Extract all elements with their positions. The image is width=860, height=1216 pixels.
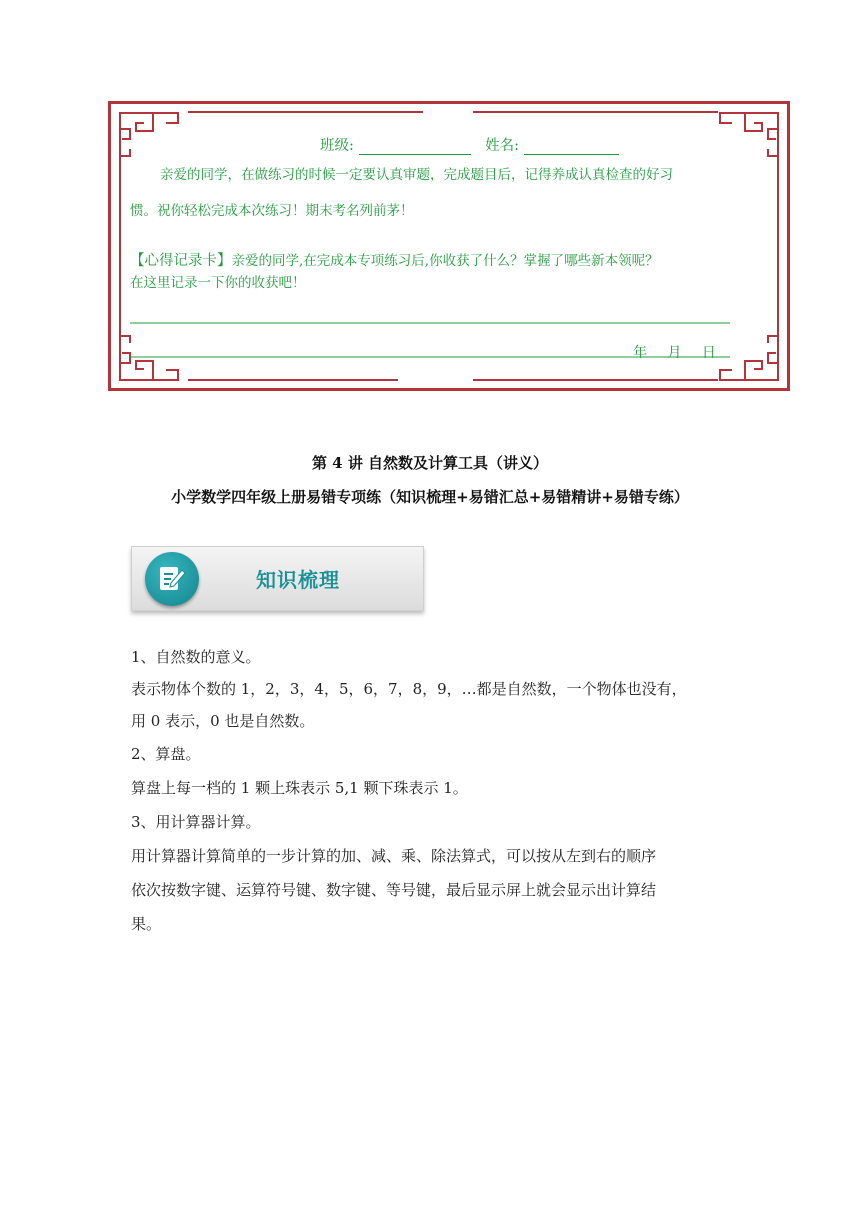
record-text: 亲爱的同学,在完成本专项练习后,你收获了什么？掌握了哪些新本领呢？ (231, 253, 659, 269)
section-banner (131, 546, 424, 611)
name-label: 姓名: (485, 138, 519, 154)
record-title: 【心得记录卡】 (130, 253, 232, 269)
point-3-text-cont: 依次按数字键、运算符号键、数字键、等号键，最后显示屏上就会显示出计算结 (131, 881, 657, 899)
point-1-text: 表示物体个数的 1，2，3，4，5，6，7，8，9，…都是自然数，一个物体也没有， (131, 680, 687, 698)
greeting-line-1: 亲爱的同学，在做练习的时候一定要认真审题，完成题目后，记得养成认真检查的好习 (160, 167, 673, 183)
point-2-heading: 2、算盘。 (131, 745, 201, 763)
lesson-title: 第 4 讲 自然数及计算工具（讲义） (311, 454, 549, 472)
class-name-row (320, 134, 619, 155)
class-label: 班级: (320, 138, 354, 154)
class-field[interactable] (359, 140, 471, 155)
lesson-subtitle: 小学数学四年级上册易错专项练（知识梳理+易错汇总+易错精讲+易错专练） (171, 488, 689, 506)
name-field[interactable] (524, 140, 619, 155)
greeting-line-2: 惯。祝你轻松完成本次练习！期末考名列前茅！ (130, 203, 414, 219)
note-pencil-icon (158, 564, 186, 594)
date-label: 年 月 日 (633, 345, 716, 361)
point-3-heading: 3、用计算器计算。 (131, 813, 261, 831)
point-2-text: 算盘上每一档的 1 颗上珠表示 5,1 颗下珠表示 1。 (131, 779, 468, 797)
point-3-text-end: 果。 (131, 915, 162, 933)
point-3-text: 用计算器计算简单的一步计算的加、减、乘、除法算式，可以按从左到右的顺序 (131, 847, 657, 865)
banner-label: 知识梳理 (256, 568, 340, 592)
banner-badge (145, 552, 199, 606)
point-1-heading: 1、自然数的意义。 (131, 648, 261, 666)
record-line-2: 在这里记录一下你的收获吧！ (130, 275, 306, 291)
point-1-text-cont: 用 0 表示，0 也是自然数。 (131, 712, 315, 730)
record-line-1 (130, 252, 780, 271)
record-card (108, 101, 790, 391)
